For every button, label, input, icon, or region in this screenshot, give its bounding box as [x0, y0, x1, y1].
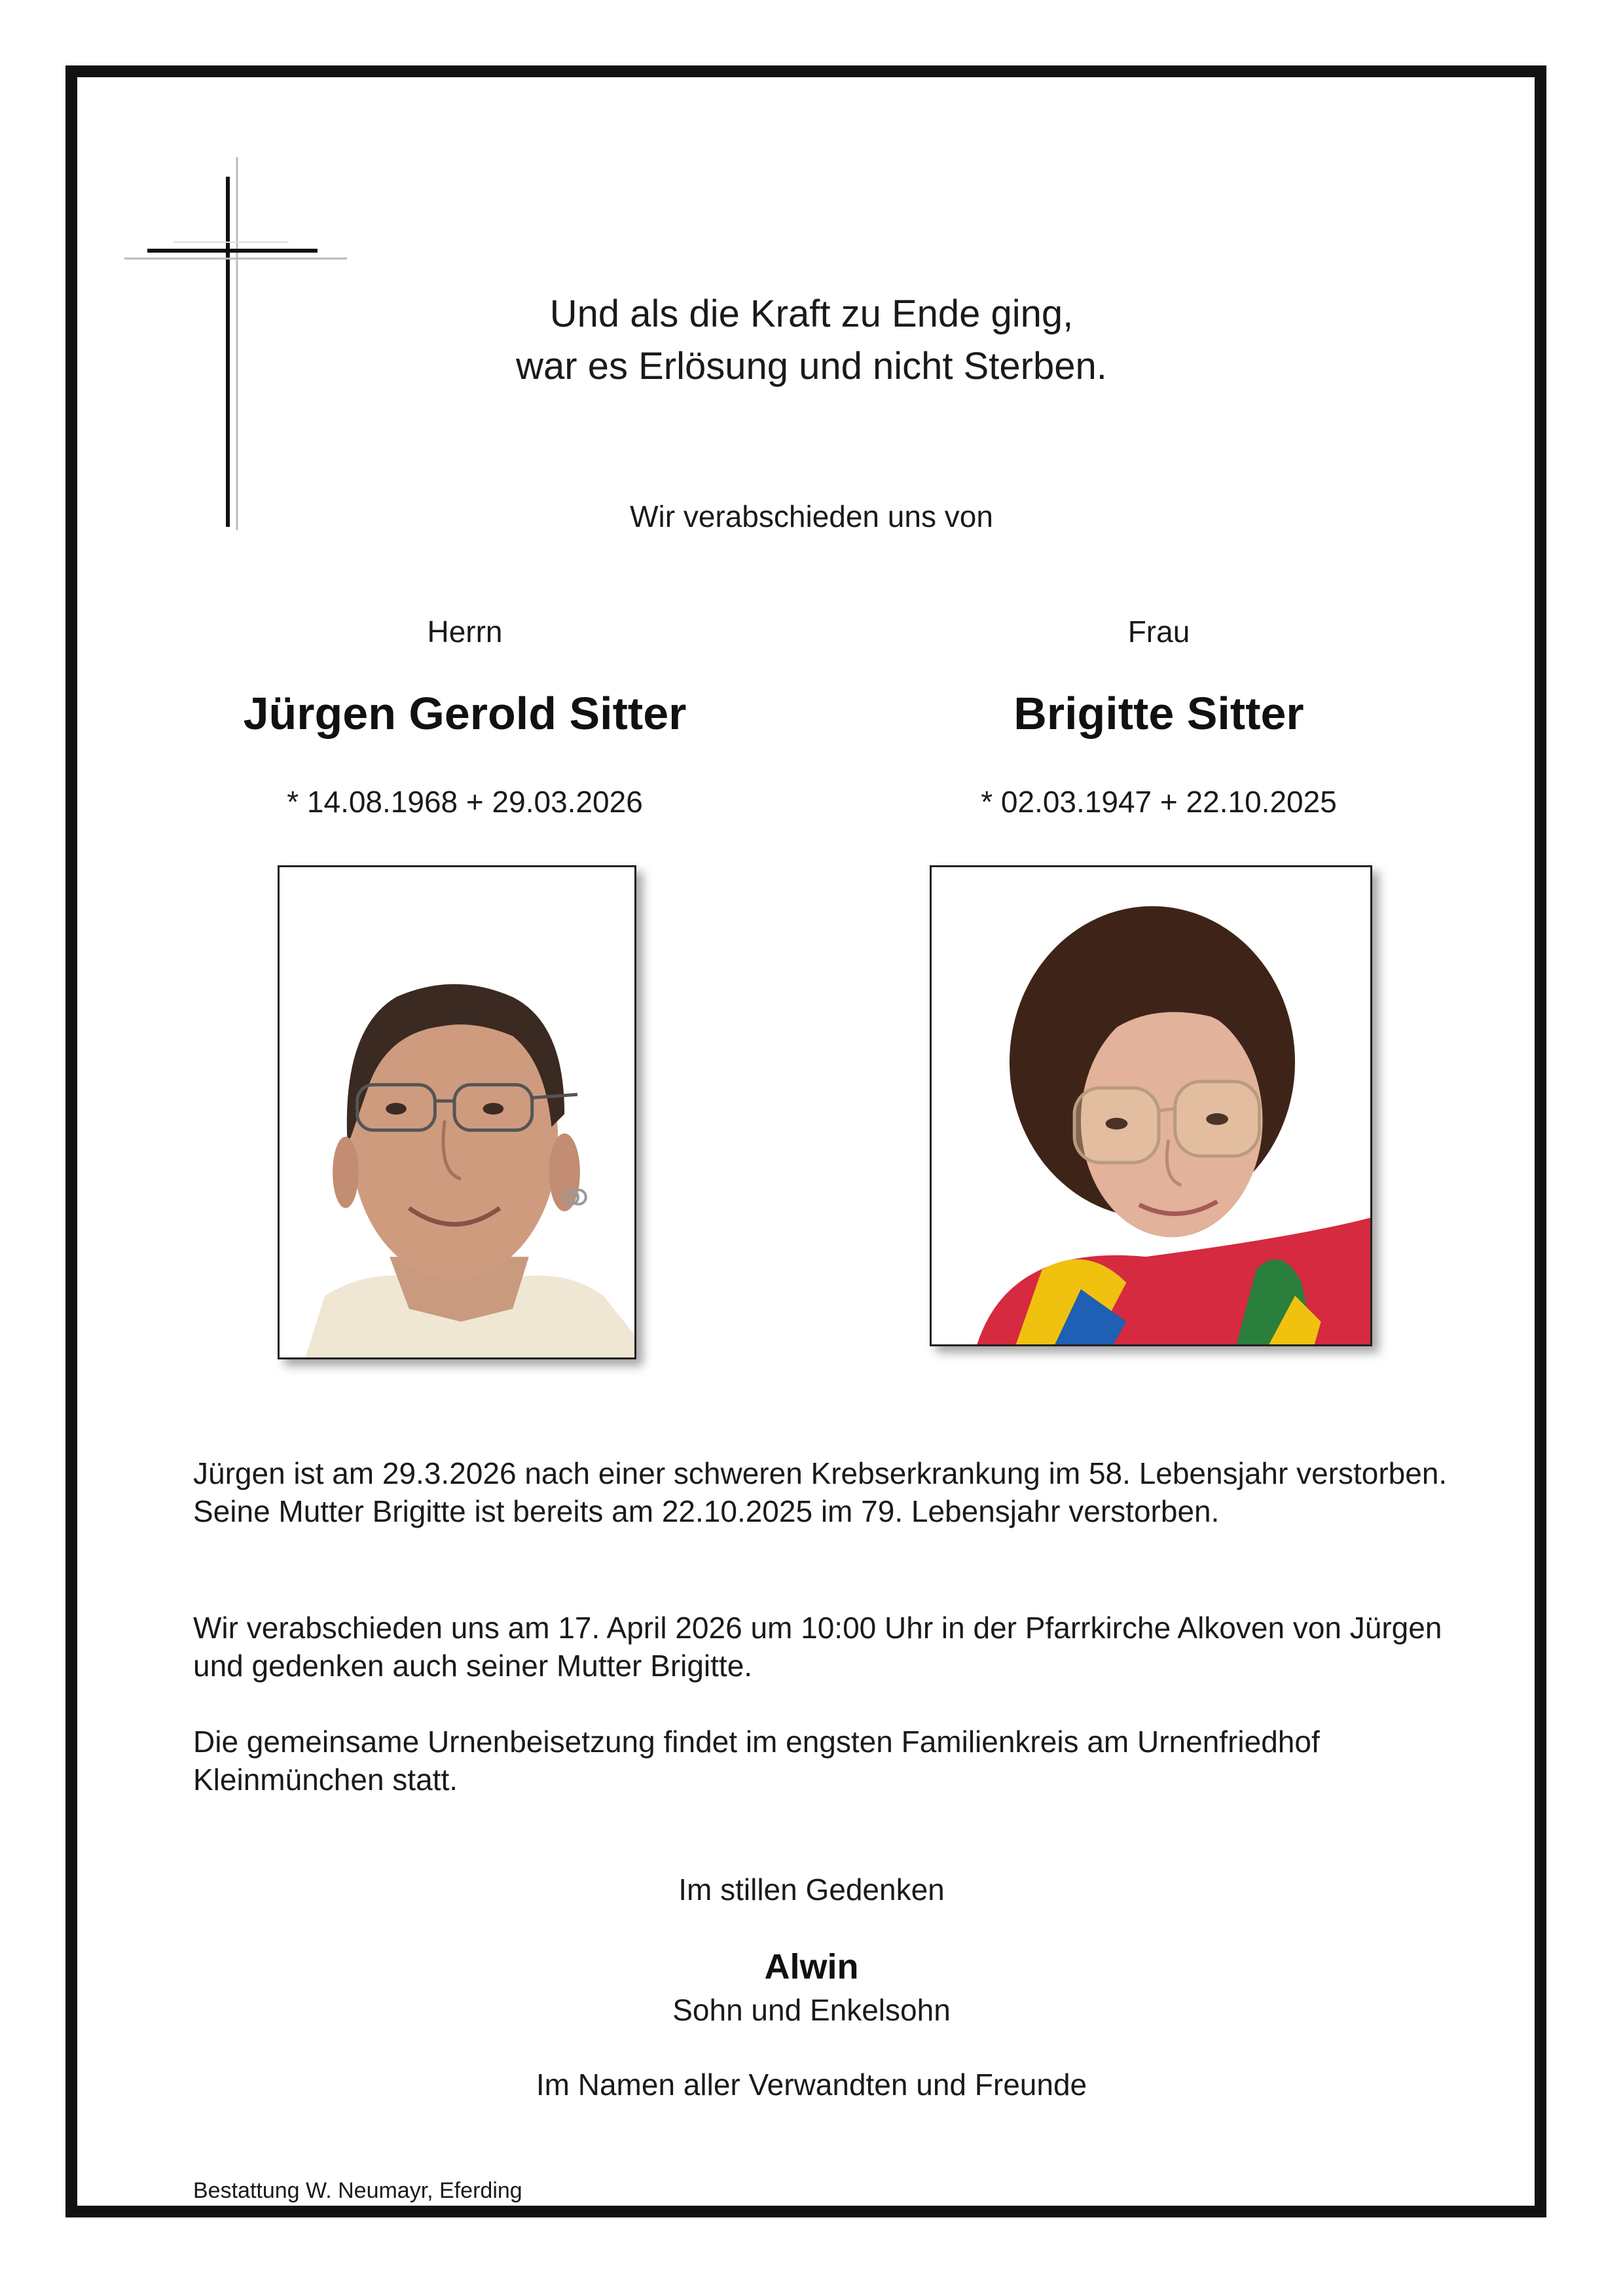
motto-line-1: Und als die Kraft zu Ende ging,: [549, 293, 1074, 335]
signer-name: Alwin: [764, 1947, 859, 1986]
paragraph-farewell-service: Wir verabschieden uns am 17. April 2026 um 10:00 Uhr in der Pfarrkirche Alkoven von Jürgen und gedenken auch seiner Mutter Brigitte.: [193, 1611, 1442, 1683]
funeral-home-credit: Bestattung W. Neumayr, Eferding: [193, 2178, 522, 2203]
person-name: Jürgen Gerold Sitter: [243, 688, 687, 739]
paragraph-urn-burial: Die gemeinsame Urnenbeisetzung findet im engsten Familienkreis am Urnenfriedhof Kleinmünchen statt.: [193, 1725, 1320, 1797]
person-dates: * 02.03.1947 + 22.10.2025: [981, 785, 1337, 819]
person-name: Brigitte Sitter: [1013, 688, 1304, 739]
motto-line-2: war es Erlösung und nicht Sterben.: [516, 345, 1107, 387]
closing-phrase: Im stillen Gedenken: [678, 1873, 945, 1907]
portrait-photo-brigitte: [930, 865, 1372, 1346]
on-behalf-line: Im Namen aller Verwandten und Freunde: [536, 2068, 1087, 2102]
salutation: Frau: [1127, 615, 1190, 649]
motto: [0, 288, 1623, 393]
paragraph-death-notice: Jürgen ist am 29.3.2026 nach einer schweren Krebserkrankung im 58. Lebensjahr verstorben. Seine Mutter Brigitte ist bereits am 22.10.2025 im 79. Lebensjahr verstorben.: [193, 1456, 1448, 1528]
intro-text: Wir verabschieden uns von: [630, 499, 993, 533]
signer-relation: Sohn und Enkelsohn: [672, 1993, 951, 2027]
salutation: Herrn: [427, 615, 503, 649]
portrait-photo-juergen: [278, 865, 636, 1359]
person-dates: * 14.08.1968 + 29.03.2026: [287, 785, 643, 819]
